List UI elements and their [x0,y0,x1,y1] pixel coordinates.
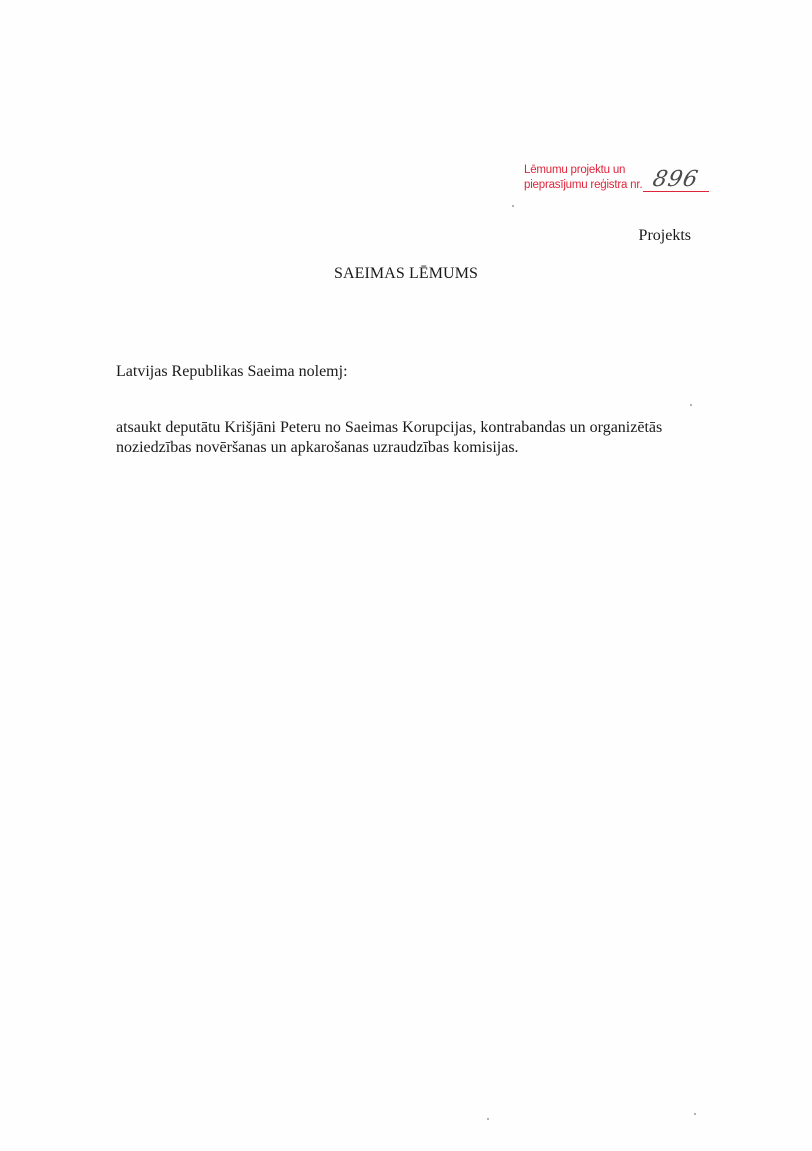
scan-speck [487,1118,489,1120]
scan-speck [690,404,692,406]
decision-intro: Latvijas Republikas Saeima nolemj: [116,363,348,380]
registry-number: 896 [650,167,702,192]
stamp-line-2-text: pieprasījumu reģistra nr. [524,179,643,191]
decision-body [116,418,706,458]
stamp-line-1: Lēmumu projektu un [524,164,626,176]
scan-speck [694,1113,696,1115]
decision-body-line: atsaukt deputātu Krišjāni Peteru no Saeimas Korupcijas, kontrabandas un organizētās [116,419,663,436]
scan-speck [512,205,514,207]
decision-body-line: noziedzības novēršanas un apkarošanas uzraudzības komisijas. [116,439,519,456]
project-label: Projekts [638,227,691,244]
stamp-number-field [643,167,709,192]
registry-stamp [524,163,724,203]
document-title: SAEIMAS LĒMUMS [333,265,479,282]
